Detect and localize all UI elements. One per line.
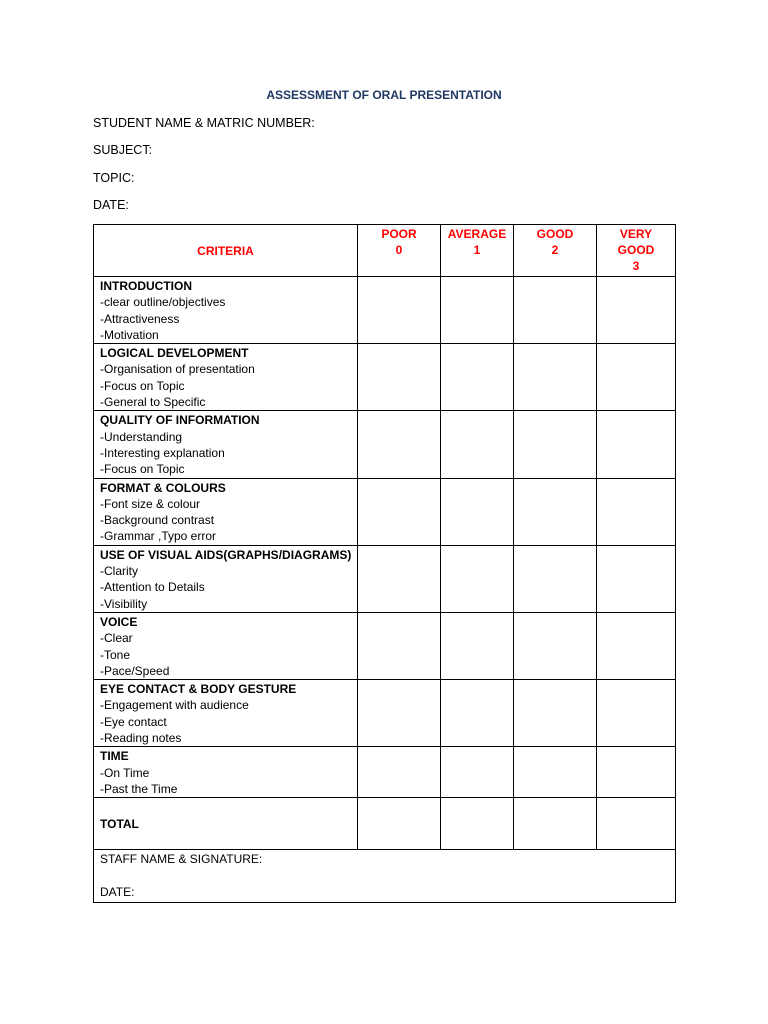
criteria-item: -Eye contact (100, 714, 167, 729)
criteria-cell (94, 612, 358, 679)
poor-score-cell[interactable] (358, 478, 441, 545)
criteria-item: -Background contrast (100, 513, 215, 528)
very-good-score: 3 (632, 259, 640, 273)
table-row (94, 545, 676, 612)
average-score-cell[interactable] (441, 277, 514, 344)
criteria-item: -Clarity (100, 564, 138, 579)
total-label: TOTAL (94, 798, 358, 850)
very-good-score-cell[interactable] (597, 478, 676, 545)
poor-score-cell[interactable] (358, 344, 441, 411)
criteria-item: -Focus on Topic (100, 378, 185, 393)
very-good-score-cell[interactable] (597, 411, 676, 478)
criteria-item: -On Time (100, 765, 150, 780)
criteria-item: -Clear (100, 631, 133, 646)
criteria-cell (94, 680, 358, 747)
criteria-heading: LOGICAL DEVELOPMENT (100, 346, 249, 361)
good-header (514, 225, 597, 277)
average-score-cell[interactable] (441, 545, 514, 612)
criteria-item: -Understanding (100, 429, 183, 444)
average-score-cell[interactable] (441, 612, 514, 679)
staff-row (94, 850, 676, 903)
criteria-item: -Font size & colour (100, 496, 201, 511)
good-score-cell[interactable] (514, 344, 597, 411)
average-header (441, 225, 514, 277)
very-good-score-cell[interactable] (597, 612, 676, 679)
criteria-item: -Attractiveness (100, 311, 180, 326)
table-row (94, 411, 676, 478)
date-field: DATE: (93, 198, 129, 212)
good-score: 2 (551, 243, 559, 257)
criteria-heading: VOICE (100, 614, 138, 629)
assessment-table (93, 224, 676, 903)
poor-score-cell[interactable] (358, 680, 441, 747)
good-score-cell[interactable] (514, 545, 597, 612)
table-row (94, 277, 676, 344)
criteria-item: -Focus on Topic (100, 462, 185, 477)
staff-cell[interactable] (94, 850, 676, 903)
average-score-cell[interactable] (441, 344, 514, 411)
subject-field: SUBJECT: (93, 143, 153, 157)
average-score-cell[interactable] (441, 478, 514, 545)
table-row (94, 747, 676, 798)
good-score-cell[interactable] (514, 747, 597, 798)
criteria-item: -Past the Time (100, 781, 178, 796)
poor-header (358, 225, 441, 277)
poor-score-cell[interactable] (358, 545, 441, 612)
good-label: GOOD (536, 227, 574, 241)
criteria-item: -Engagement with audience (100, 698, 249, 713)
criteria-item: -clear outline/objectives (100, 295, 226, 310)
criteria-item: -Organisation of presentation (100, 362, 255, 377)
table-row (94, 680, 676, 747)
staff-signature-label: STAFF NAME & SIGNATURE: (100, 852, 263, 867)
good-score-cell[interactable] (514, 680, 597, 747)
criteria-item: -Tone (100, 647, 131, 662)
criteria-cell (94, 277, 358, 344)
table-row (94, 344, 676, 411)
criteria-item: -Grammar ,Typo error (100, 529, 217, 544)
table-header-row (94, 225, 676, 277)
good-total-cell[interactable] (514, 798, 597, 850)
good-score-cell[interactable] (514, 478, 597, 545)
very-good-total-cell[interactable] (597, 798, 676, 850)
very-good-score-cell[interactable] (597, 277, 676, 344)
criteria-item: -General to Specific (100, 395, 206, 410)
criteria-rows (94, 277, 676, 903)
poor-label: POOR (381, 227, 417, 241)
criteria-cell (94, 344, 358, 411)
very-good-header (597, 225, 676, 277)
very-good-score-cell[interactable] (597, 545, 676, 612)
very-good-score-cell[interactable] (597, 747, 676, 798)
criteria-cell (94, 747, 358, 798)
table-row (94, 478, 676, 545)
criteria-heading: QUALITY OF INFORMATION (100, 413, 260, 428)
staff-gap (100, 868, 675, 884)
page-title: ASSESSMENT OF ORAL PRESENTATION (266, 88, 502, 102)
good-score-cell[interactable] (514, 277, 597, 344)
topic-field: TOPIC: (93, 171, 135, 185)
good-score-cell[interactable] (514, 411, 597, 478)
staff-date-label: DATE: (100, 884, 135, 899)
poor-score-cell[interactable] (358, 747, 441, 798)
criteria-header: CRITERIA (94, 225, 358, 277)
average-score-cell[interactable] (441, 411, 514, 478)
poor-score-cell[interactable] (358, 411, 441, 478)
table-row (94, 612, 676, 679)
poor-total-cell[interactable] (358, 798, 441, 850)
very-good-score-cell[interactable] (597, 680, 676, 747)
student-name-field: STUDENT NAME & MATRIC NUMBER: (93, 116, 315, 130)
criteria-heading: INTRODUCTION (100, 279, 192, 293)
criteria-heading: USE OF VISUAL AIDS(GRAPHS/DIAGRAMS) (100, 547, 352, 562)
very-good-score-cell[interactable] (597, 344, 676, 411)
criteria-heading: EYE CONTACT & BODY GESTURE (100, 682, 297, 697)
criteria-item: -Visibility (100, 596, 148, 611)
criteria-item: -Interesting explanation (100, 445, 225, 460)
average-score-cell[interactable] (441, 747, 514, 798)
average-label: AVERAGE (447, 227, 507, 241)
poor-score-cell[interactable] (358, 612, 441, 679)
average-score-cell[interactable] (441, 680, 514, 747)
good-score-cell[interactable] (514, 612, 597, 679)
criteria-item: -Pace/Speed (100, 663, 170, 678)
criteria-item: -Motivation (100, 327, 159, 342)
criteria-item: -Reading notes (100, 731, 182, 746)
criteria-cell (94, 545, 358, 612)
very-good-label-1: VERY (619, 227, 653, 241)
criteria-heading: TIME (100, 749, 129, 764)
criteria-cell (94, 411, 358, 478)
criteria-cell (94, 478, 358, 545)
poor-score-cell[interactable] (358, 277, 441, 344)
total-row (94, 798, 676, 850)
poor-score: 0 (395, 243, 403, 257)
very-good-label-2: GOOD (617, 243, 655, 257)
average-total-cell[interactable] (441, 798, 514, 850)
criteria-heading: FORMAT & COLOURS (100, 480, 226, 495)
criteria-item: -Attention to Details (100, 580, 205, 595)
average-score: 1 (473, 243, 481, 257)
